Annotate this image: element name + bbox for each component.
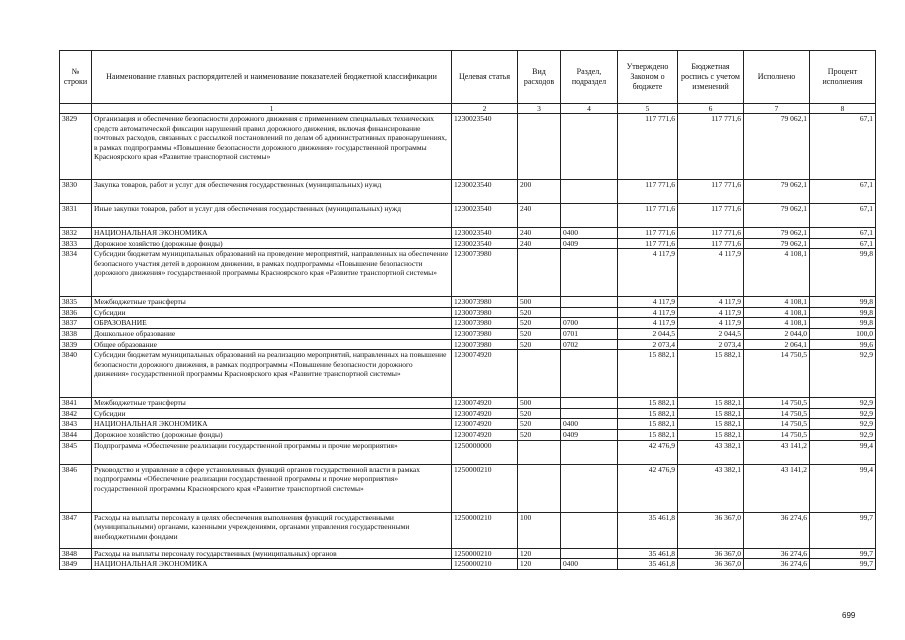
row-expense-type: 500	[518, 398, 561, 409]
row-name: Организация и обеспечение безопасности дорожного движения с применением специальных технических средств автоматической фиксации нарушений правил дорожного движения, включая финансирование почтовых расходов, связанных с рассылкой постановлений по делам об административных правонарушениях, в рамках подпрограммы «Повышение безопасности дорожного движения» государственной программы Красноярского края «Развитие транспортной системы»	[92, 114, 452, 180]
row-percent: 67,1	[810, 180, 876, 204]
row-name: Расходы на выплаты персоналу в целях обеспечения выполнения функций государственными (муниципальными) органами, казенными учреждениями, органами управления государственными внебюджетными фондами	[92, 512, 452, 548]
column-number: 1	[92, 104, 452, 114]
row-percent: 100,0	[810, 328, 876, 339]
row-target-article: 1230073980	[452, 339, 518, 350]
table-row	[60, 464, 876, 512]
row-executed: 4 108,1	[744, 249, 810, 297]
column-number-row	[60, 104, 876, 114]
row-target-article: 1250000210	[452, 512, 518, 548]
table-row	[60, 339, 876, 350]
row-section	[561, 180, 618, 204]
row-approved: 117 771,6	[618, 238, 678, 249]
row-name: НАЦИОНАЛЬНАЯ ЭКОНОМИКА	[92, 228, 452, 239]
row-number: 3838	[60, 328, 92, 339]
header-target-article: Целевая статья	[452, 51, 518, 104]
row-name: Субсидии бюджетам муниципальных образований на реализацию мероприятий, направленных на повышение безопасности дорожного движения, в рамках подпрограммы «Повышение безопасности дорожного движения» государственной программы Красноярского края «Развитие транспортной системы»	[92, 350, 452, 398]
row-target-article: 1230074920	[452, 429, 518, 440]
row-percent: 99,4	[810, 464, 876, 512]
row-number: 3848	[60, 548, 92, 559]
row-budget-schedule: 15 882,1	[678, 429, 744, 440]
row-section	[561, 204, 618, 228]
column-number	[60, 104, 92, 114]
header-name: Наименование главных распорядителей и наименование показателей бюджетной классификации	[92, 51, 452, 104]
row-target-article: 1230074920	[452, 419, 518, 430]
row-name: Иные закупки товаров, работ и услуг для обеспечения государственных (муниципальных) нужд	[92, 204, 452, 228]
row-percent: 67,1	[810, 114, 876, 180]
row-section	[561, 548, 618, 559]
row-budget-schedule: 117 771,6	[678, 180, 744, 204]
row-number: 3836	[60, 307, 92, 318]
table-row	[60, 204, 876, 228]
table-row	[60, 419, 876, 430]
table-body	[60, 114, 876, 570]
row-number: 3832	[60, 228, 92, 239]
row-name: Межбюджетные трансферты	[92, 297, 452, 308]
row-section: 0702	[561, 339, 618, 350]
column-number: 6	[678, 104, 744, 114]
row-expense-type: 120	[518, 559, 561, 570]
row-section	[561, 297, 618, 308]
row-budget-schedule: 36 367,0	[678, 559, 744, 570]
row-percent: 99,8	[810, 297, 876, 308]
header-expense-type: Вид расходов	[518, 51, 561, 104]
row-executed: 43 141,2	[744, 440, 810, 464]
row-approved: 42 476,9	[618, 464, 678, 512]
row-approved: 117 771,6	[618, 114, 678, 180]
row-percent: 99,8	[810, 307, 876, 318]
row-executed: 79 062,1	[744, 180, 810, 204]
row-executed: 4 108,1	[744, 307, 810, 318]
row-executed: 14 750,5	[744, 398, 810, 409]
row-section	[561, 350, 618, 398]
row-expense-type: 520	[518, 318, 561, 329]
row-number: 3839	[60, 339, 92, 350]
row-executed: 4 108,1	[744, 297, 810, 308]
row-number: 3846	[60, 464, 92, 512]
row-approved: 15 882,1	[618, 350, 678, 398]
row-approved: 4 117,9	[618, 297, 678, 308]
header-executed: Исполнено	[744, 51, 810, 104]
row-approved: 15 882,1	[618, 398, 678, 409]
row-executed: 2 064,1	[744, 339, 810, 350]
row-target-article: 1230023540	[452, 114, 518, 180]
row-approved: 15 882,1	[618, 429, 678, 440]
row-number: 3843	[60, 419, 92, 430]
row-number: 3841	[60, 398, 92, 409]
row-number: 3835	[60, 297, 92, 308]
row-target-article: 1230073980	[452, 328, 518, 339]
row-section: 0409	[561, 429, 618, 440]
row-percent: 99,6	[810, 339, 876, 350]
table-row	[60, 238, 876, 249]
row-target-article: 1230074920	[452, 398, 518, 409]
row-name: Закупка товаров, работ и услуг для обеспечения государственных (муниципальных) нужд	[92, 180, 452, 204]
row-budget-schedule: 15 882,1	[678, 419, 744, 430]
row-section: 0409	[561, 238, 618, 249]
table-row	[60, 408, 876, 419]
row-number: 3847	[60, 512, 92, 548]
row-name: ОБРАЗОВАНИЕ	[92, 318, 452, 329]
row-name: Общее образование	[92, 339, 452, 350]
row-percent: 92,9	[810, 408, 876, 419]
row-target-article: 1250000210	[452, 559, 518, 570]
row-budget-schedule: 15 882,1	[678, 350, 744, 398]
row-section	[561, 464, 618, 512]
row-name: Субсидии	[92, 408, 452, 419]
row-expense-type: 240	[518, 204, 561, 228]
row-name: Субсидии	[92, 307, 452, 318]
header-percent: Процент исполнения	[810, 51, 876, 104]
row-target-article: 1230073980	[452, 249, 518, 297]
row-executed: 36 274,6	[744, 512, 810, 548]
row-approved: 35 461,8	[618, 559, 678, 570]
row-budget-schedule: 117 771,6	[678, 114, 744, 180]
row-budget-schedule: 36 367,0	[678, 548, 744, 559]
row-name: Межбюджетные трансферты	[92, 398, 452, 409]
row-budget-schedule: 4 117,9	[678, 318, 744, 329]
table-row	[60, 307, 876, 318]
row-expense-type	[518, 114, 561, 180]
table-row	[60, 180, 876, 204]
row-budget-schedule: 43 382,1	[678, 464, 744, 512]
row-expense-type: 520	[518, 307, 561, 318]
row-approved: 4 117,9	[618, 318, 678, 329]
table-row	[60, 114, 876, 180]
row-budget-schedule: 117 771,6	[678, 228, 744, 239]
header-approved: Утверждено Законом о бюджете	[618, 51, 678, 104]
row-executed: 14 750,5	[744, 350, 810, 398]
row-approved: 117 771,6	[618, 204, 678, 228]
row-percent: 67,1	[810, 204, 876, 228]
row-target-article: 1230074920	[452, 350, 518, 398]
budget-execution-table	[59, 50, 876, 570]
row-budget-schedule: 117 771,6	[678, 238, 744, 249]
header-section: Раздел, подраздел	[561, 51, 618, 104]
row-executed: 79 062,1	[744, 114, 810, 180]
table-row	[60, 297, 876, 308]
row-approved: 35 461,8	[618, 512, 678, 548]
row-target-article: 1230023540	[452, 238, 518, 249]
row-number: 3829	[60, 114, 92, 180]
table-row	[60, 350, 876, 398]
table-row	[60, 440, 876, 464]
row-percent: 99,7	[810, 548, 876, 559]
row-budget-schedule: 15 882,1	[678, 398, 744, 409]
row-name: Субсидии бюджетам муниципальных образований на проведение мероприятий, направленных на обеспечение безопасного участия детей в дорожном движении, в рамках подпрограммы «Повышение безопасности дорожного движения» государственной программы Красноярского края «Развитие транспортной системы»	[92, 249, 452, 297]
row-name: Расходы на выплаты персоналу государственных (муниципальных) органов	[92, 548, 452, 559]
row-section	[561, 114, 618, 180]
row-percent: 92,9	[810, 398, 876, 409]
row-target-article: 1250000210	[452, 548, 518, 559]
table-row	[60, 228, 876, 239]
row-number: 3834	[60, 249, 92, 297]
row-executed: 36 274,6	[744, 559, 810, 570]
row-number: 3840	[60, 350, 92, 398]
row-number: 3837	[60, 318, 92, 329]
row-expense-type	[518, 464, 561, 512]
row-approved: 42 476,9	[618, 440, 678, 464]
table-row	[60, 328, 876, 339]
column-number: 7	[744, 104, 810, 114]
row-expense-type: 500	[518, 297, 561, 308]
row-section	[561, 398, 618, 409]
row-name: Дорожное хозяйство (дорожные фонды)	[92, 238, 452, 249]
row-expense-type: 520	[518, 328, 561, 339]
row-number: 3833	[60, 238, 92, 249]
row-executed: 14 750,5	[744, 429, 810, 440]
row-percent: 99,8	[810, 318, 876, 329]
row-budget-schedule: 4 117,9	[678, 249, 744, 297]
row-budget-schedule: 4 117,9	[678, 297, 744, 308]
row-section: 0701	[561, 328, 618, 339]
row-target-article: 1230023540	[452, 204, 518, 228]
row-percent: 99,7	[810, 559, 876, 570]
row-section: 0400	[561, 419, 618, 430]
row-number: 3849	[60, 559, 92, 570]
table-row	[60, 429, 876, 440]
row-expense-type: 120	[518, 548, 561, 559]
column-number: 4	[561, 104, 618, 114]
row-number: 3830	[60, 180, 92, 204]
row-expense-type: 520	[518, 339, 561, 350]
row-section	[561, 408, 618, 419]
row-section	[561, 512, 618, 548]
row-executed: 14 750,5	[744, 419, 810, 430]
table-row	[60, 398, 876, 409]
row-expense-type	[518, 249, 561, 297]
row-approved: 35 461,8	[618, 548, 678, 559]
row-expense-type: 240	[518, 238, 561, 249]
row-target-article: 1230023540	[452, 228, 518, 239]
row-executed: 79 062,1	[744, 228, 810, 239]
row-expense-type: 240	[518, 228, 561, 239]
row-approved: 117 771,6	[618, 180, 678, 204]
column-number: 8	[810, 104, 876, 114]
row-target-article: 1250000000	[452, 440, 518, 464]
row-executed: 14 750,5	[744, 408, 810, 419]
row-budget-schedule: 2 073,4	[678, 339, 744, 350]
row-name: НАЦИОНАЛЬНАЯ ЭКОНОМИКА	[92, 559, 452, 570]
row-section: 0700	[561, 318, 618, 329]
row-expense-type: 520	[518, 429, 561, 440]
row-expense-type: 100	[518, 512, 561, 548]
table-row	[60, 548, 876, 559]
row-percent: 99,8	[810, 249, 876, 297]
row-target-article: 1230073980	[452, 318, 518, 329]
row-number: 3831	[60, 204, 92, 228]
row-name: Дошкольное образование	[92, 328, 452, 339]
header-budget-schedule: Бюджетная роспись с учетом изменений	[678, 51, 744, 104]
row-approved: 4 117,9	[618, 249, 678, 297]
row-name: НАЦИОНАЛЬНАЯ ЭКОНОМИКА	[92, 419, 452, 430]
row-approved: 117 771,6	[618, 228, 678, 239]
row-executed: 79 062,1	[744, 204, 810, 228]
table-header-row	[60, 51, 876, 104]
row-target-article: 1230023540	[452, 180, 518, 204]
row-executed: 79 062,1	[744, 238, 810, 249]
header-row-number: № строки	[60, 51, 92, 104]
row-section: 0400	[561, 559, 618, 570]
row-target-article: 1230073980	[452, 307, 518, 318]
row-name: Подпрограмма «Обеспечение реализации государственной программы и прочие мероприятия»	[92, 440, 452, 464]
column-number: 2	[452, 104, 518, 114]
row-executed: 2 044,0	[744, 328, 810, 339]
row-budget-schedule: 2 044,5	[678, 328, 744, 339]
row-percent: 67,1	[810, 238, 876, 249]
row-approved: 2 073,4	[618, 339, 678, 350]
row-number: 3842	[60, 408, 92, 419]
row-number: 3845	[60, 440, 92, 464]
row-percent: 67,1	[810, 228, 876, 239]
row-target-article: 1250000210	[452, 464, 518, 512]
row-approved: 2 044,5	[618, 328, 678, 339]
row-budget-schedule: 36 367,0	[678, 512, 744, 548]
row-percent: 92,9	[810, 429, 876, 440]
column-number: 5	[618, 104, 678, 114]
row-budget-schedule: 117 771,6	[678, 204, 744, 228]
row-approved: 15 882,1	[618, 419, 678, 430]
row-expense-type	[518, 440, 561, 464]
page-number: 699	[842, 611, 856, 620]
table-row	[60, 559, 876, 570]
row-target-article: 1230074920	[452, 408, 518, 419]
column-number: 3	[518, 104, 561, 114]
row-executed: 43 141,2	[744, 464, 810, 512]
row-budget-schedule: 4 117,9	[678, 307, 744, 318]
row-percent: 92,9	[810, 419, 876, 430]
row-section	[561, 440, 618, 464]
row-budget-schedule: 15 882,1	[678, 408, 744, 419]
row-section	[561, 307, 618, 318]
row-expense-type	[518, 350, 561, 398]
row-name: Руководство и управление в сфере установленных функций органов государственной власти в рамках подпрограммы «Обеспечение реализации государственной программы и прочие мероприятия» государственной программы Красноярского края «Развитие транспортной системы»	[92, 464, 452, 512]
row-expense-type: 520	[518, 419, 561, 430]
row-percent: 99,7	[810, 512, 876, 548]
row-executed: 4 108,1	[744, 318, 810, 329]
row-number: 3844	[60, 429, 92, 440]
row-section	[561, 249, 618, 297]
row-expense-type: 520	[518, 408, 561, 419]
row-target-article: 1230073980	[452, 297, 518, 308]
row-expense-type: 200	[518, 180, 561, 204]
row-percent: 92,9	[810, 350, 876, 398]
table-row	[60, 512, 876, 548]
table-row	[60, 318, 876, 329]
row-budget-schedule: 43 382,1	[678, 440, 744, 464]
row-approved: 15 882,1	[618, 408, 678, 419]
row-approved: 4 117,9	[618, 307, 678, 318]
row-executed: 36 274,6	[744, 548, 810, 559]
row-section: 0400	[561, 228, 618, 239]
row-percent: 99,4	[810, 440, 876, 464]
table-row	[60, 249, 876, 297]
row-name: Дорожное хозяйство (дорожные фонды)	[92, 429, 452, 440]
